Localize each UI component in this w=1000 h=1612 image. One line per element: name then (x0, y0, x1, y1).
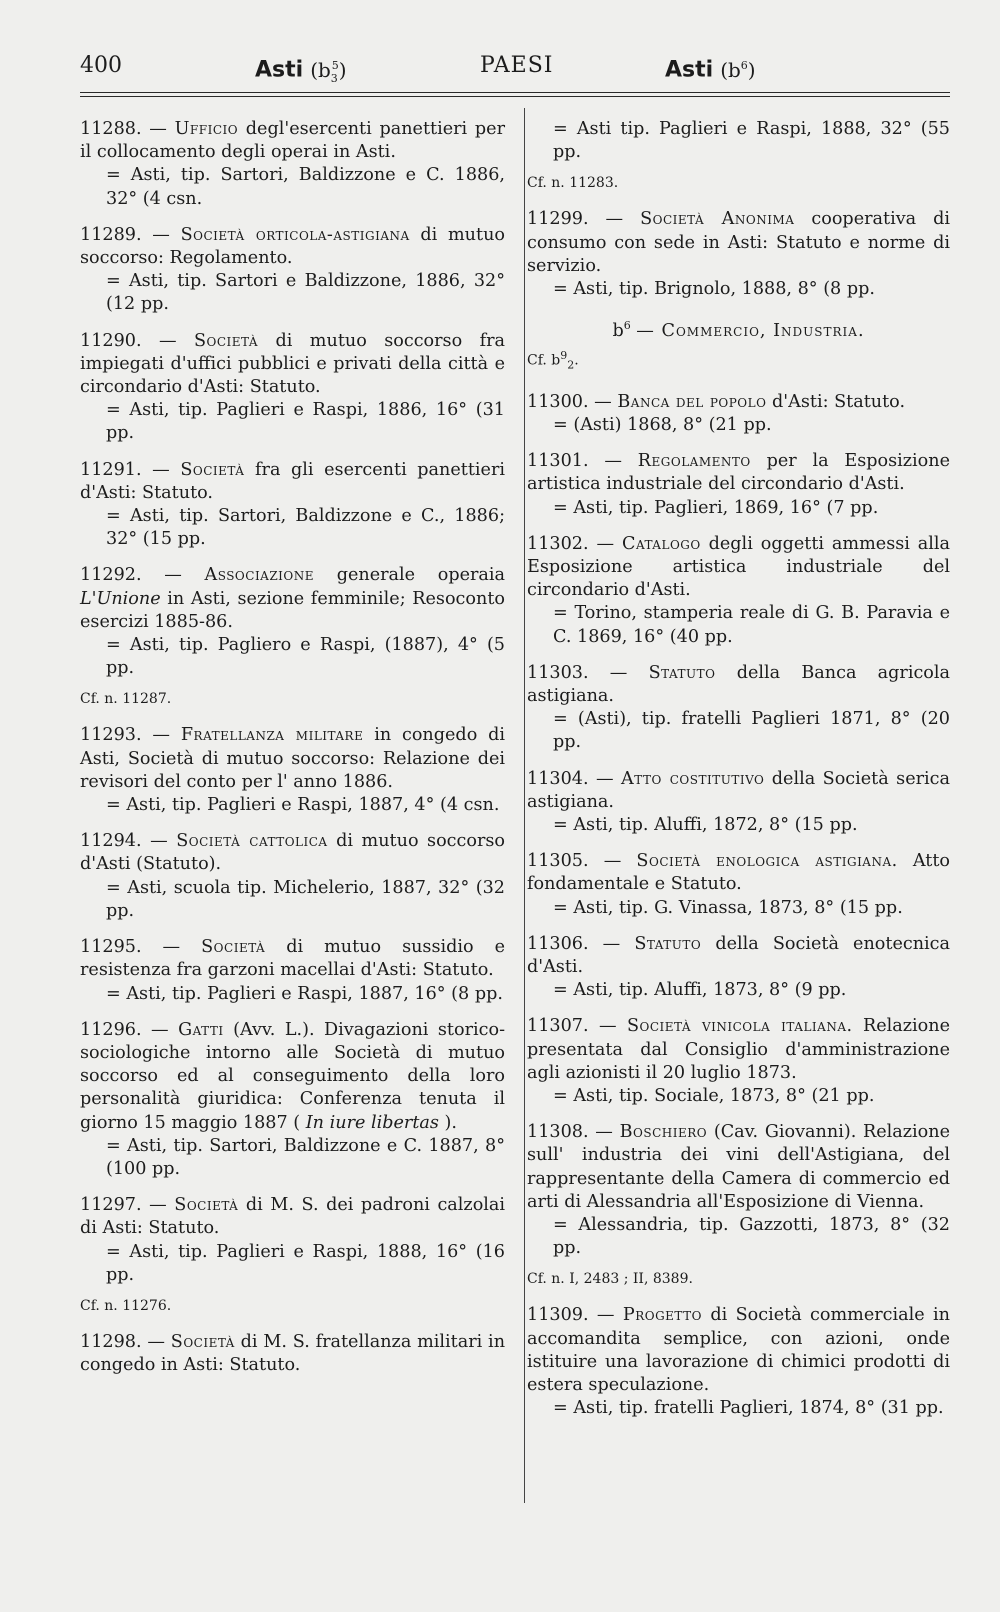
catalog-entry (80, 1331, 505, 1377)
catalog-entry (527, 1015, 950, 1108)
entry-body: per la Esposizione artistica industriale del circondario d'Asti. (527, 451, 950, 495)
catalog-entry (80, 118, 505, 211)
entry-number: 11303. (527, 662, 589, 683)
entry-body: della Banca agricola astigiana. (527, 662, 951, 706)
left-sub-inner: 3 (330, 71, 338, 85)
section-running-title: PAESI (480, 53, 554, 78)
section-title (527, 314, 950, 343)
entry-body: Relazione presentata dal Consiglio d'amministrazione agli azionisti il 20 luglio 1873. (527, 1016, 951, 1083)
catalog-entry (527, 1121, 950, 1290)
cross-reference: Cf. n. I, 2483 ; II, 8389. (527, 1271, 693, 1288)
entry-imprint: = Asti, tip. Pagliero e Raspi, (1887), 4° (5 pp. (106, 635, 505, 679)
entry-imprint: = Asti, tip. Sartori e Baldizzone, 1886, 32° (12 pp. (106, 271, 505, 315)
right-sup: 6 (740, 59, 748, 72)
entry-body: Atto fondamentale e Statuto. (527, 851, 951, 895)
section-label: b (612, 321, 624, 342)
entry-imprint: = Asti, tip. Paglieri e Raspi, 1886, 16° (31 pp. (106, 400, 505, 444)
catalog-entry (527, 662, 950, 755)
entry-imprint: = (Asti) 1868, 8° (21 pp. (553, 414, 772, 435)
catalog-entry (80, 224, 505, 317)
section-label-sup: 6 (623, 319, 631, 333)
entry-number: 11298. (80, 1331, 142, 1352)
entry-text: 11297. — Società di M. S. dei padroni calzolai di Asti: Statuto. (80, 1195, 506, 1239)
entry-number: 11292. (80, 565, 142, 586)
entry-heading: Banca del popolo (617, 391, 767, 412)
entry-body: fra gli esercenti panettieri d'Asti: Statuto. (80, 459, 505, 503)
left-running-title: Asti $(b_3^5)$ (255, 57, 347, 85)
section-name: — Commercio, Industria. (636, 321, 865, 342)
entry-imprint: = Asti, tip. Paglieri e Raspi, 1887, 4° (4 csn. (106, 795, 500, 816)
catalog-entry (80, 459, 505, 552)
header-rule-bottom (80, 96, 950, 97)
entry-imprint: = Asti, tip. Paglieri, 1869, 16° (7 pp. (553, 497, 879, 518)
cross-reference (527, 345, 950, 376)
entry-heading: Società (201, 937, 266, 958)
entry-text: 11306. — Statuto della Società enotecnica d'Asti. (527, 933, 951, 977)
catalog-entry (80, 1019, 505, 1181)
catalog-entry (527, 391, 950, 437)
entry-heading: Società vinicola italiana. (626, 1016, 853, 1037)
entry-text: 11288. — Ufficio degl'esercenti panettieri per il collocamento degli operai in Asti. (80, 119, 505, 163)
entry-body: degli oggetti ammessi alla Esposizione artistica industriale del circondario d'Asti. (527, 533, 951, 601)
entry-body: in Asti, sezione femminile; Resoconto esercizi 1885-86. (80, 588, 505, 632)
entry-heading: Progetto (622, 1305, 702, 1326)
cross-reference: Cf. n. 11276. (80, 1297, 172, 1314)
entry-number: 11304. (527, 768, 589, 789)
entry-number: 11299. (527, 209, 589, 230)
catalog-entry (527, 533, 950, 649)
entry-text: 11290. — Società di mutuo soccorso fra impiegati d'uffici pubblici e privati della città e circondario d'Asti: Statuto. (80, 330, 505, 398)
catalog-entry (80, 1194, 505, 1317)
entry-body: di mutuo soccorso: Regolamento. (80, 224, 505, 269)
entry-heading: Statuto (648, 662, 716, 683)
entry-imprint: = Asti, tip. Sartori, Baldizzone e C. 1886, 32° (4 csn. (106, 165, 505, 209)
entry-number: 11293. (80, 725, 142, 746)
entry-text: 11294. — Società cattolica di mutuo soccorso d'Asti (Statuto). (80, 831, 505, 875)
cf-sub: 2 (567, 358, 575, 372)
entry-body: cooperativa di consumo con sede in Asti: Statuto e norme di servizio. (527, 209, 950, 276)
entry-number: 11305. (527, 851, 589, 872)
entry-heading: Società (174, 1195, 239, 1216)
entry-imprint: = Asti, tip. Sartori, Baldizzone e C., 1886; 32° (15 pp. (106, 506, 505, 550)
entry-body-pre: generale operaia (336, 565, 506, 586)
left-column (80, 118, 505, 1390)
catalog-entry (527, 850, 950, 920)
entry-body: in congedo di Asti, Società di mutuo soccorso: Relazione dei revisori del conto per l' anno 1886. (80, 725, 506, 792)
entry-body: di mutuo soccorso fra impiegati d'uffici pubblici e privati della città e circondario d'Asti: Statuto. (80, 330, 505, 398)
entry-imprint: = Asti, tip. fratelli Paglieri, 1874, 8° (31 pp. (553, 1398, 944, 1419)
entry-imprint: = Asti tip. Paglieri e Raspi, 1888, 32° (55 pp. (553, 119, 950, 163)
entry-body: della Società enotecnica d'Asti. (527, 933, 951, 977)
entry-text: 11304. — Atto costitutivo della Società serica astigiana. (527, 768, 950, 812)
entry-body: (Cav. Giovanni). Relazione sull' industria dei vini dell'Astigiana, del rappresentante della Camera di commercio ed arti di Alessandria all'Esposizione di Vienna. (527, 1122, 951, 1212)
catalog-entry (80, 330, 505, 446)
entry-text: 11308. — Boschiero (Cav. Giovanni). Relazione sull' industria dei vini dell'Astigiana, del rappresentante della Camera di commercio ed arti di Alessandria all'Esposizione di Vienna. (527, 1122, 951, 1212)
entry-heading: Ufficio (174, 119, 239, 139)
entry-number: 11289. (80, 224, 142, 245)
entry-number: 11301. (527, 451, 589, 472)
entry-text: 11289. — Società orticola-astigiana di mutuo soccorso: Regolamento. (80, 224, 505, 269)
catalog-entry (527, 118, 950, 194)
entry-body: di mutuo sussidio e resistenza fra garzoni macellai d'Asti: Statuto. (80, 937, 505, 981)
catalog-entry (527, 933, 950, 1003)
entry-text: 11295. — Società di mutuo sussidio e resistenza fra garzoni macellai d'Asti: Statuto. (80, 937, 505, 981)
entry-body: d'Asti: Statuto. (772, 391, 906, 412)
cf-sup: 9 (560, 349, 568, 363)
right-sub: (b (720, 57, 741, 82)
entry-body: di Società commerciale in accomandita semplice, con azioni, onde istituire una lavorazione di chimici prodotti di estera speculazione. (527, 1305, 950, 1396)
entry-text: 11300. — Banca del popolo d'Asti: Statuto. (527, 391, 906, 412)
entry-heading: Società (170, 1331, 235, 1352)
entry-imprint: = Asti, tip. Sartori, Baldizzone e C. 1887, 8° (100 pp. (106, 1135, 505, 1179)
entry-heading: Atto costitutivo (621, 768, 765, 789)
entry-heading: Società cattolica (176, 831, 328, 852)
entry-heading: Boschiero (619, 1122, 708, 1143)
entry-heading: Statuto (634, 933, 702, 954)
entry-italic-title: In iure libertas (305, 1112, 439, 1133)
catalog-entry (527, 208, 950, 301)
catalog-entry (80, 936, 505, 1006)
left-sup: 5 (331, 59, 339, 72)
entry-number: 11297. (80, 1195, 142, 1216)
entry-text: 11305. — Società enologica astigiana. Atto fondamentale e Statuto. (527, 851, 951, 895)
entry-body: ). (444, 1112, 457, 1133)
catalog-entry (80, 830, 505, 923)
entry-heading: Catalogo (621, 533, 701, 554)
cf-end: . (574, 352, 579, 369)
catalog-entry (80, 724, 505, 817)
entry-imprint: = Asti, tip. Aluffi, 1873, 8° (9 pp. (553, 980, 847, 1001)
entry-imprint: = Asti, tip. Brignolo, 1888, 8° (8 pp. (553, 279, 875, 300)
entry-body-pre: (Avv. L.). Divagazioni storico-sociologiche intorno alle Società di mutuo soccorso ed al conseguimento della loro personalità giuridica: Conferenza tenuta il giorno 15 maggio 1887 ( (80, 1019, 506, 1133)
entry-number: 11295. (80, 937, 142, 958)
entry-text: 11303. — Statuto della Banca agricola astigiana. (527, 662, 951, 706)
entry-text: 11291. — Società fra gli esercenti panettieri d'Asti: Statuto. (80, 459, 505, 503)
entry-text: 11307. — Società vinicola italiana. Relazione presentata dal Consiglio d'amministrazione agli azionisti il 20 luglio 1873. (527, 1016, 951, 1083)
cf-text: Cf. b (527, 352, 561, 369)
column-divider (524, 108, 525, 1503)
entry-heading: Gatti (178, 1019, 224, 1040)
entry-italic-title: L'Unione (80, 588, 161, 609)
entry-text: 11301. — Regolamento per la Esposizione artistica industriale del circondario d'Asti. (527, 451, 950, 495)
page-number: 400 (80, 53, 122, 78)
entry-body: di M. S. fratellanza militari in congedo in Asti: Statuto. (80, 1331, 506, 1376)
entry-imprint: = Asti, tip. Paglieri e Raspi, 1887, 16° (8 pp. (106, 983, 503, 1004)
entry-number: 11302. (527, 533, 589, 554)
entry-imprint: = Asti, tip. Sociale, 1873, 8° (21 pp. (553, 1086, 875, 1107)
entry-number: 11306. (527, 933, 589, 954)
entry-number: 11290. (80, 330, 142, 351)
entry-body: di mutuo soccorso d'Asti (Statuto). (80, 831, 505, 875)
catalog-entry (527, 1304, 950, 1420)
entry-imprint: = Asti, tip. Paglieri e Raspi, 1888, 16° (16 pp. (106, 1241, 505, 1285)
entry-text: 11293. — Fratellanza militare in congedo di Asti, Società di mutuo soccorso: Relazione dei revisori del conto per l' anno 1886. (80, 725, 506, 792)
entry-text: 11296. — Gatti (Avv. L.). Divagazioni storico-sociologiche intorno alle Società di mutuo soccorso ed al conseguimento della loro personalità giuridica: Conferenza tenuta il giorno 15 maggio 1887 ( In iure libertas ). (80, 1019, 506, 1133)
cross-reference: Cf. n. 11283. (527, 175, 619, 192)
entry-number: 11294. (80, 831, 142, 852)
entry-body: della Società serica astigiana. (527, 768, 950, 812)
entry-body: degl'esercenti panettieri per il collocamento degli operai in Asti. (80, 119, 505, 163)
entry-heading: Società Anonima (640, 209, 795, 230)
entry-heading: Associazione (204, 565, 315, 586)
cross-reference: Cf. n. 11287. (80, 691, 172, 708)
entry-imprint: = Torino, stamperia reale di G. B. Paravia e C. 1869, 16° (40 pp. (553, 603, 950, 647)
entry-body: di M. S. dei padroni calzolai di Asti: Statuto. (80, 1195, 506, 1239)
entry-text: 11309. — Progetto di Società commerciale in accomandita semplice, con azioni, onde istituire una lavorazione di chimici prodotti di estera speculazione. (527, 1305, 950, 1396)
right-running-title: Asti $(b^6)$ (665, 57, 756, 83)
entry-imprint: = Asti, tip. Aluffi, 1872, 8° (15 pp. (553, 814, 858, 835)
catalog-entry (527, 450, 950, 520)
entry-heading: Società (193, 330, 259, 351)
entry-heading: Società orticola-astigiana (180, 224, 410, 245)
entry-number: 11291. (80, 459, 142, 480)
catalog-entry (527, 768, 950, 838)
entry-number: 11308. (527, 1122, 589, 1143)
entry-imprint: = Alessandria, tip. Gazzotti, 1873, 8° (32 pp. (553, 1215, 950, 1259)
entry-heading: Società (180, 459, 245, 480)
entry-imprint: = Asti, scuola tip. Michelerio, 1887, 32° (32 pp. (106, 877, 505, 921)
entry-text: 11302. — Catalogo degli oggetti ammessi alla Esposizione artistica industriale del circondario d'Asti. (527, 533, 951, 601)
section-heading (527, 314, 950, 377)
right-title: Asti (665, 57, 714, 83)
entry-heading: Regolamento (637, 451, 751, 472)
entry-number: 11307. (527, 1016, 589, 1037)
catalog-entry (80, 564, 505, 710)
entry-heading: Società enologica astigiana. (636, 851, 898, 872)
entry-number: 11309. (527, 1305, 589, 1326)
entry-imprint: = (Asti), tip. fratelli Paglieri 1871, 8° (20 pp. (553, 709, 950, 753)
entry-text: 11299. — Società Anonima cooperativa di consumo con sede in Asti: Statuto e norme di servizio. (527, 209, 950, 276)
entry-heading: Fratellanza militare (180, 725, 364, 746)
left-title: Asti (255, 57, 304, 83)
entry-imprint: = Asti, tip. G. Vinassa, 1873, 8° (15 pp. (553, 897, 903, 918)
header-rule-top (80, 92, 950, 93)
entry-text: 11298. — Società di M. S. fratellanza militari in congedo in Asti: Statuto. (80, 1331, 506, 1376)
entry-number: 11300. (527, 391, 589, 412)
left-sub: (b (310, 57, 331, 82)
right-column (527, 118, 950, 1433)
entry-number: 11288. (80, 119, 142, 139)
entry-text: 11292. — Associazione generale operaia L'Unione in Asti, sezione femminile; Resoconto esercizi 1885-86. (80, 565, 506, 632)
entry-number: 11296. (80, 1019, 142, 1040)
running-head (80, 48, 950, 84)
